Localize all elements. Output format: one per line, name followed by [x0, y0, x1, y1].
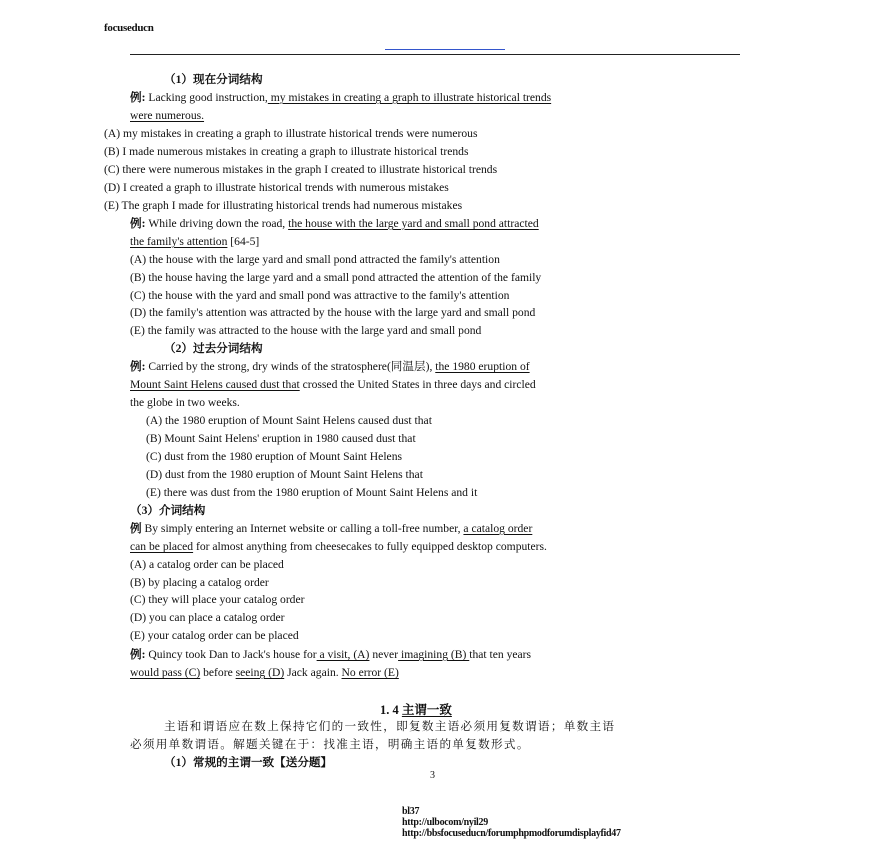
example-1-line-1: 例: Lacking good instruction, my mistakes in creating a graph to illustrate historical trends: [130, 91, 552, 104]
example-2-option-a: (A) the house with the large yard and small pond attracted the family's attention: [130, 253, 500, 266]
example-3-option-c: (C) dust from the 1980 eruption of Mount Saint Helens: [146, 450, 402, 463]
example-1-option-c: (C) there were numerous mistakes in the graph I created to illustrate historical trends: [104, 163, 498, 176]
example-2-line-1: 例: While driving down the road, the house with the large yard and small pond attracted: [130, 217, 539, 230]
footer-link-2[interactable]: http://bbsfocuseducn/forumphpmodforumdisplayfid47: [402, 828, 621, 839]
example-2-option-b: (B) the house having the large yard and a small pond attracted the attention of the family: [130, 271, 542, 284]
example-2-option-d: (D) the family's attention was attracted by the house with the large yard and small pond: [130, 306, 536, 319]
example-3-option-e: (E) there was dust from the 1980 eruption of Mount Saint Helens and it: [146, 486, 478, 499]
example-4-option-e: (E) your catalog order can be placed: [130, 629, 299, 642]
agreement-paragraph-line-1: 主语和谓语应在数上保持它们的一致性，即复数主语必须用复数谓语；单数主语: [164, 720, 616, 733]
example-4-line-1: 例 By simply entering an Internet website or calling a toll-free number, a catalog order: [130, 522, 533, 535]
example-3-option-a: (A) the 1980 eruption of Mount Saint Helens caused dust that: [146, 414, 432, 427]
header-brand: focuseducn: [104, 22, 154, 34]
example-3-line-1: 例: Carried by the strong, dry winds of the stratosphere(同温层), the 1980 eruption of: [130, 360, 530, 373]
footer-line-1: bl37: [402, 806, 420, 817]
example-4-option-d: (D) you can place a catalog order: [130, 611, 285, 624]
example-2-option-c: (C) the house with the yard and small pond was attractive to the family's attention: [130, 289, 510, 302]
example-5-line-2: would pass (C) before seeing (D) Jack again. No error (E): [130, 666, 399, 679]
section-title-present-participle: （1）现在分词结构: [164, 73, 263, 86]
example-5-line-1: 例: Quincy took Dan to Jack's house for a visit, (A) never imagining (B) that ten years: [130, 648, 532, 661]
footer-link-1[interactable]: http://ulbocom/nyil29: [402, 817, 488, 828]
example-4-option-a: (A) a catalog order can be placed: [130, 558, 284, 571]
example-3-option-d: (D) dust from the 1980 eruption of Mount Saint Helens that: [146, 468, 423, 481]
subsection-title-regular-agreement: （1）常规的主谓一致【送分题】: [164, 756, 333, 769]
example-2-option-e: (E) the family was attracted to the house with the large yard and small pond: [130, 324, 482, 337]
example-1-line-2: were numerous.: [130, 109, 205, 122]
example-4-option-c: (C) they will place your catalog order: [130, 593, 305, 606]
example-1-option-a: (A) my mistakes in creating a graph to illustrate historical trends were numerous: [104, 127, 478, 140]
section-title-past-participle: （2）过去分词结构: [164, 342, 263, 355]
page-number: 3: [430, 770, 435, 781]
example-1-option-e: (E) The graph I made for illustrating historical trends had numerous mistakes: [104, 199, 463, 212]
header-link-underline[interactable]: [385, 49, 505, 50]
section-heading-subject-verb-agreement: 1. 4 主谓一致: [380, 703, 452, 717]
agreement-paragraph-line-2: 必须用单数谓语。解题关键在于：找准主语，明确主语的单复数形式。: [130, 738, 530, 751]
example-3-line-2: Mount Saint Helens caused dust that crossed the United States in three days and circled: [130, 378, 536, 391]
section-title-prepositional: （3）介词结构: [130, 504, 206, 517]
example-3-line-3: the globe in two weeks.: [130, 396, 240, 409]
example-2-line-2: the family's attention [64-5]: [130, 235, 260, 248]
example-3-option-b: (B) Mount Saint Helens' eruption in 1980 caused dust that: [146, 432, 416, 445]
example-4-line-2: can be placed for almost anything from cheesecakes to fully equipped desktop computers.: [130, 540, 547, 553]
header-rule: [130, 54, 740, 55]
example-1-option-b: (B) I made numerous mistakes in creating a graph to illustrate historical trends: [104, 145, 469, 158]
example-1-option-d: (D) I created a graph to illustrate historical trends with numerous mistakes: [104, 181, 449, 194]
example-4-option-b: (B) by placing a catalog order: [130, 576, 269, 589]
